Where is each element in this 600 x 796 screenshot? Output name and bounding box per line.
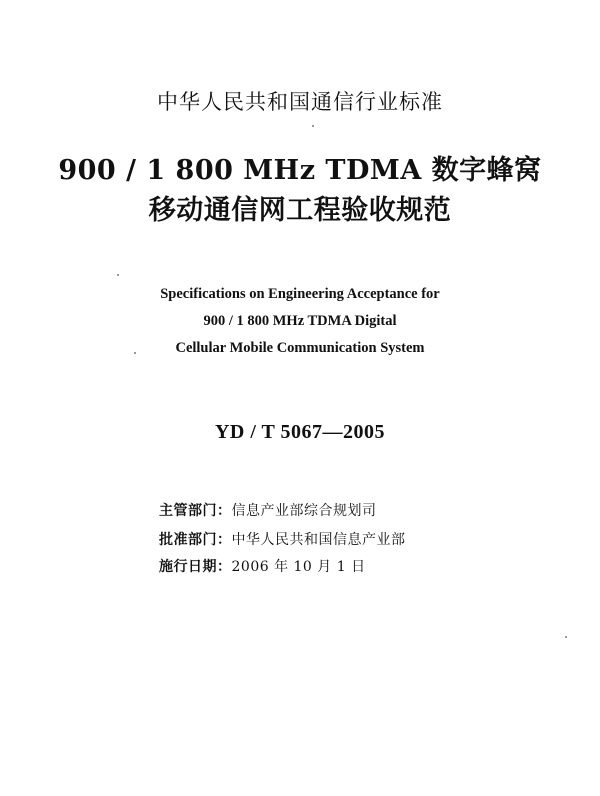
- meta-label: 批准部门：: [159, 532, 232, 548]
- meta-value: 2006 年 10 月 1 日: [231, 559, 366, 575]
- standard-code: YD / T 5067—2005: [214, 421, 386, 443]
- scan-speck: [134, 352, 136, 354]
- english-title-line-1: Specifications on Engineering Acceptance for: [160, 286, 440, 302]
- english-title-line-3: Cellular Mobile Communication System: [175, 340, 425, 356]
- meta-row-approval: [159, 529, 406, 549]
- meta-row-effective-date: [159, 556, 366, 576]
- document-title-line-2: 移动通信网工程验收规范: [148, 195, 452, 226]
- scan-speck: [312, 125, 314, 127]
- english-title-line-2: 900 / 1 800 MHz TDMA Digital: [203, 313, 397, 329]
- standard-series-heading: 中华人民共和国通信行业标准: [157, 90, 443, 114]
- meta-value: 信息产业部综合规划司: [231, 503, 377, 519]
- meta-value: 中华人民共和国信息产业部: [231, 532, 406, 548]
- meta-label: 主管部门：: [159, 503, 232, 519]
- meta-label: 施行日期：: [159, 559, 232, 575]
- scan-speck: [565, 636, 567, 638]
- scan-speck: [117, 274, 119, 276]
- meta-row-department: [159, 500, 377, 520]
- document-title-line-1: 900 / 1 800 MHz TDMA 数字蜂窝: [58, 155, 542, 186]
